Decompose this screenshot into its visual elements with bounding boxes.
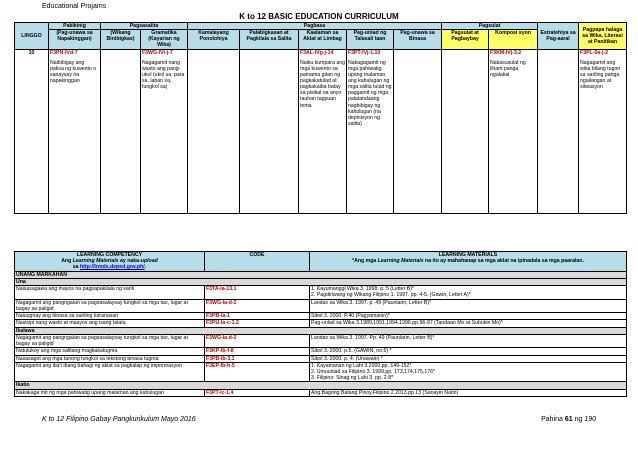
competency-text: Naiku kumpara ang mga kuwento sa pamama gitan ng pagkakatulad at pagkakaiba batay sa pisikal na anyo tauhan tagpuan tema — [300, 59, 345, 109]
header-label: Educational Projams — [42, 3, 107, 10]
cell-estratehiya — [538, 49, 579, 213]
section-label: Una — [15, 278, 627, 285]
material-item: Landas sa Wika 3. 1997. Pp. 49 (Paunlarin, Letter B)* — [311, 334, 435, 341]
cell-pagunawa — [394, 49, 442, 213]
materials-cell — [310, 348, 627, 355]
code-cell: F3PB-Ib-3.1 — [205, 355, 310, 362]
footer-page-number: Pahina 61 ng 190 — [541, 416, 596, 423]
group-pagsasalita: Pagsasalita — [101, 23, 188, 30]
material-item: Sibol 3. 2000. p.5. (GAWIN, no.6) * — [311, 348, 392, 355]
table-row — [15, 389, 627, 396]
sub-kaalaman: Kaalaman sa Aklat at Limbag — [299, 30, 347, 49]
cell-palabigkasan — [240, 49, 299, 213]
section-row — [15, 278, 627, 285]
cell-pakikinig — [49, 49, 101, 213]
section-label: UNANG MARKAHAN — [15, 271, 627, 278]
sub-pagunlad: Pag-unlad ng Talasali taan — [347, 30, 394, 49]
material-item: Pag-unlad sa Wika 3.1989,1991,1994,1996.pp.96-97 (Tandaan Mo at Subukin Mo)* — [311, 320, 503, 327]
competency-cell: Naiuugnay ang binasa sa sariling karanasan — [15, 313, 205, 320]
curriculum-grid — [14, 22, 627, 214]
document-title: K to 12 BASIC EDUCATION CURRICULUM — [239, 12, 399, 21]
material-item: 3. Filipino: Sinag ng Lahi 3. pp. 2-8* — [311, 375, 394, 382]
code-cell: F3KP-Ib-f-8 — [205, 348, 310, 355]
competency-code: F3AL-IVg-j-14 — [300, 49, 334, 56]
materials-cell — [310, 313, 627, 320]
section-label: Ikalawa — [15, 327, 627, 334]
header-materials-note: *Ang mga Learning Materials na ito ay mahahanap sa mga aklat na ipinadala sa mga paaralan. — [352, 258, 584, 265]
week-row — [15, 49, 627, 213]
material-item: 1. Kayamanan ng Lahi 3.2000.pp. 149-152* — [311, 362, 412, 369]
sub-pagunawa: Pag-unawa sa Binasa — [394, 30, 442, 49]
code-cell: F3EP-Ib-h-5 — [205, 362, 310, 382]
sub-pagsulat: Pagsulat at Pagbaybay — [442, 30, 489, 49]
material-item: Landas sa Wika 3. 1997. p. 49 (Paunlarin, Letter B)* — [311, 299, 431, 306]
materials-cell — [310, 389, 627, 396]
footer-document-name: K to 12 Filipino Gabay Pangkurikulum Mayo 2016 — [42, 416, 196, 423]
materials-body — [15, 271, 627, 396]
cell-gramatika — [141, 49, 188, 213]
header-competency-link-line: sa http://lrmds.deped.gov.ph/. — [72, 264, 147, 271]
code-cell: F3PB-Ia-1 — [205, 313, 310, 320]
code-cell: F3PU-Ia-c-1.2 — [205, 320, 310, 327]
material-item: 1. Kayumanggi Wika 3. 1998. p. 5 (Letter B)* — [311, 286, 414, 293]
material-item: Sibol 3. 2000. p. 4. (Unawain) * — [311, 355, 383, 362]
lrmds-link[interactable]: http://lrmds.deped.gov.ph/ — [80, 264, 145, 271]
competency-cell: Nasisipi nang wasto at maayos ang isang talata — [15, 320, 205, 327]
materials-cell — [310, 320, 627, 327]
table-row — [15, 313, 627, 320]
competency-cell: Nasasagot ang mga tanong tungkol sa tekstong binasa tugma — [15, 355, 205, 362]
competency-code: F3WG-IVi-j-7 — [142, 49, 173, 56]
group-pagsulat: Pagsulat — [442, 23, 538, 30]
material-item: Ang Bagong Batang Pinoy.Filipino 2.2013.pp.13 (Sanayin Natin) — [311, 389, 459, 396]
competency-code: F3KM-IVj-3.2 — [490, 49, 522, 56]
materials-cell — [310, 355, 627, 362]
table-row — [15, 362, 627, 382]
sub-gramatika: Gramatika (Kayarian ng Wika) — [141, 30, 188, 49]
cell-pagsulat — [442, 49, 489, 213]
table-row — [15, 355, 627, 362]
header-competency-title: LEARNING COMPETENCY — [76, 252, 143, 258]
cell-komposisyon — [489, 49, 538, 213]
group-pagbasa: Pagbasa — [188, 23, 442, 30]
sub-wikang: (Wikang Binibigkas) — [101, 30, 141, 49]
competency-code: F3PT-IVj-1.10 — [348, 49, 381, 56]
materials-cell — [310, 286, 627, 299]
code-cell: F3WG-Ia-d-2 — [205, 299, 310, 312]
learning-materials-table — [14, 251, 627, 397]
cell-wikang — [101, 49, 141, 213]
sub-kamalayang: Kamalayang Ponolohiya — [188, 30, 240, 49]
competency-code: F3PN-IVd-7 — [50, 49, 78, 56]
code-cell: F3WG-Ia-d-2 — [205, 334, 310, 347]
col-linggo: LINGGO — [15, 23, 49, 50]
table-row — [15, 334, 627, 347]
material-item: 2. Umuunlad sa Filipino 3. 1999.pp. 173,174,175,176* — [311, 368, 436, 375]
competency-code: F3PL-0a-j-2 — [580, 49, 609, 56]
competency-text: Naibibigay ang paksa ng kuwento o sanaysay na napakinggan — [50, 59, 97, 84]
materials-cell — [310, 334, 627, 347]
section-row — [15, 327, 627, 334]
header-competency — [15, 252, 205, 272]
code-cell: F3PT-Ic-1.4 — [205, 389, 310, 396]
header-materials — [310, 252, 627, 272]
competency-text: Nakagagamit ng mga pahiwatig upang malaman ang kahulugan ng mga salita tulad ng paggamit ng mga palatandaang nagbibigay ng kahulugan (na depinisyon ng salita) — [348, 59, 392, 127]
competency-text: Nakasusulat ng liham panga ngalakal — [490, 59, 526, 78]
cell-pagpapahalaga — [579, 49, 627, 213]
competency-cell: Nagagamit ang pangngalan sa pagsasalaysay tungkol sa mga tao, lugar at bagay sa paligid — [15, 299, 205, 312]
code-cell: F3TA-Ia-13.1 — [205, 286, 310, 299]
cell-pagunlad — [347, 49, 394, 213]
competency-cell: Naisasagawa ang mayos na pagpapakilala ng sarili — [15, 286, 205, 299]
material-item: 2. Pagdiriwang ng Wikang Filipino 1. 1997. pp. 4-5. (Gawin, Letter A)* — [311, 292, 471, 299]
section-label: Ikatlo — [15, 382, 627, 389]
section-row — [15, 382, 627, 389]
materials-cell — [310, 299, 627, 312]
sub-komposisyon: Komposi syon — [489, 30, 538, 49]
cell-kamalayang — [188, 49, 240, 213]
competency-cell: Natutukoy ang mga salitang magkakatugma — [15, 348, 205, 355]
header-materials-title: LEARNING MATERIALS — [438, 252, 498, 258]
header-code: CODE — [205, 252, 310, 272]
competency-text: Nagagamit nang wasto ang pang-ukol (ukol sa, para sa, laban sa, tungkol sa) — [142, 59, 185, 91]
table-row — [15, 320, 627, 327]
materials-cell — [310, 362, 627, 382]
competency-cell: Nagagamit ang pangngalan sa pagsasalaysay tungkol sa mga tao, lugar at bagay sa paligid — [15, 334, 205, 347]
week-number: 10 — [15, 49, 49, 213]
cell-kaalaman — [299, 49, 347, 213]
col-pagpapahalaga: Pagpapa halaga sa Wika, Literasi at Panitikan — [579, 23, 627, 50]
sub-palabigkasan: Palabigkasan at Pagkilala sa Salita — [240, 30, 299, 49]
competency-cell: Nakakaga mit ng mga pahiwatig upang malaman ang kahulugan — [15, 389, 205, 396]
group-pakikinig: Pakikinig — [49, 23, 101, 30]
competency-cell: Nagagamit ang iba't ibang bahagi ng aklat sa pagkalap ng impormasyon — [15, 362, 205, 382]
sub-pakikinig: (Pag-unawa sa Napakinggan) — [49, 30, 101, 49]
header-competency-note: Ang Learning Materials ay naka-upload — [61, 258, 158, 265]
competency-text: Nagagamit ang wika bilang tugon sa sariling panga ngailangan at sitwasyon — [580, 59, 621, 91]
col-estratehiya: Estratehiya sa Pag-aaral — [538, 23, 579, 50]
table-row — [15, 348, 627, 355]
table-row — [15, 286, 627, 299]
section-row — [15, 271, 627, 278]
table-row — [15, 299, 627, 312]
material-item: Sibol 3. 2000. P.40 (Pagyamanin)* — [311, 313, 390, 320]
